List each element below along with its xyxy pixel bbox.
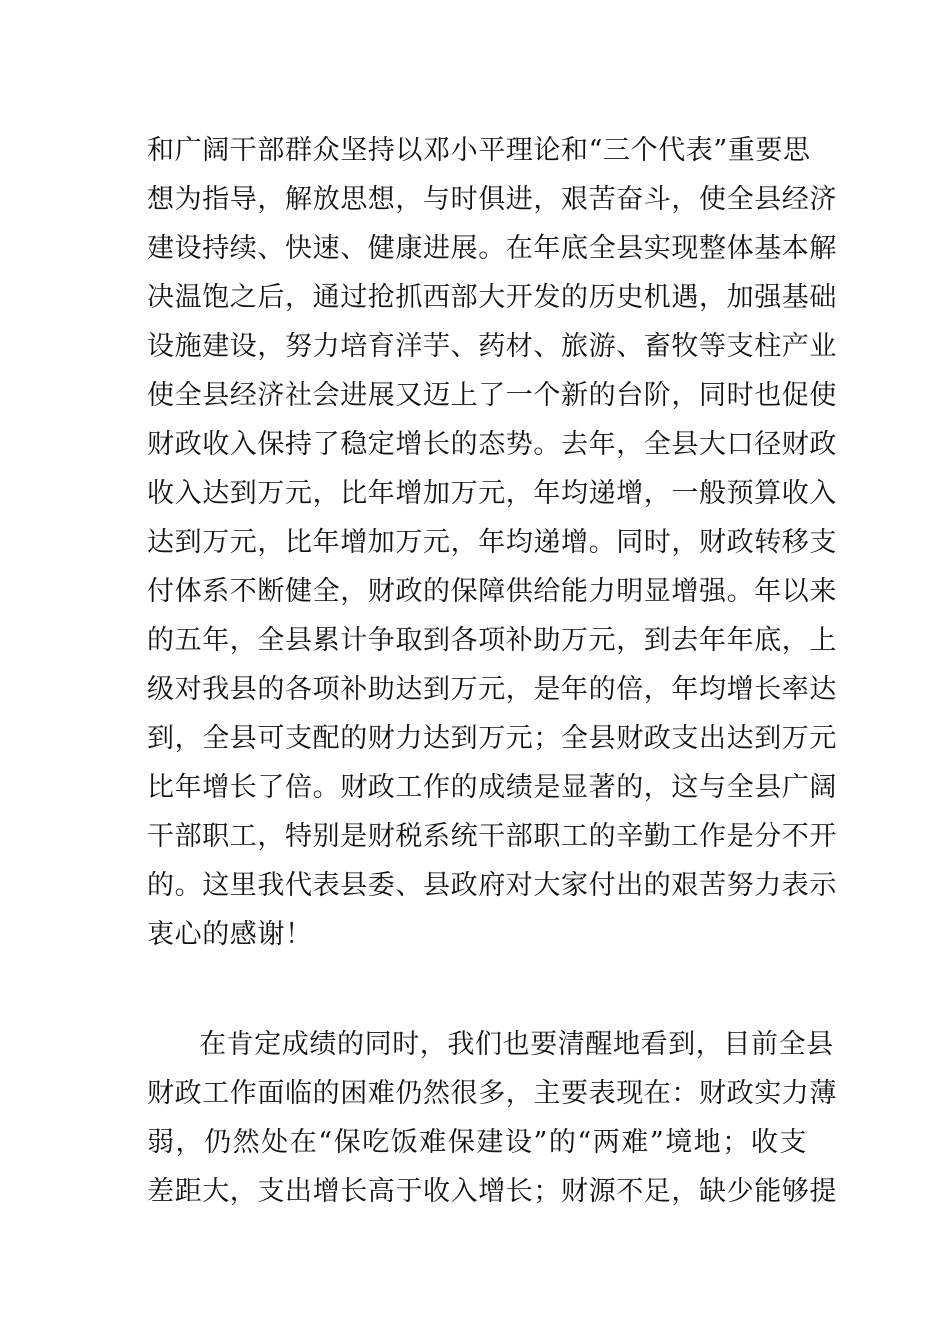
text-line: 比年增长了倍。财政工作的成绩是显著的，这与全县广阔 [147, 772, 837, 803]
text-line: 弱，仍然处在“保吃饭难保建设”的“两难”境地；收支 [147, 1127, 807, 1158]
text-line: 决温饱之后，通过抢抓西部大开发的历史机遇，加强基础 [147, 282, 837, 313]
text-line: 级对我县的各项补助达到万元，是年的倍，年均增长率达 [147, 674, 837, 705]
text-line: 和广阔干部群众坚持以邓小平理论和“三个代表”重要思 [147, 135, 811, 166]
text-line: 财政收入保持了稳定增长的态势。去年，全县大口径财政 [147, 429, 837, 460]
text-line: 想为指导，解放思想，与时俱进，艰苦奋斗，使全县经济 [147, 184, 837, 215]
text-line: 使全县经济社会进展又迈上了一个新的台阶，同时也促使 [147, 380, 837, 411]
text-line: 干部职工，特别是财税系统干部职工的辛勤工作是分不开 [147, 821, 837, 852]
text-line: 建设持续、快速、健康进展。在年底全县实现整体基本解 [147, 233, 837, 264]
text-line: 的五年，全县累计争取到各项补助万元，到去年年底，上 [147, 625, 837, 656]
text-line: 达到万元，比年增加万元，年均递增。同时，财政转移支 [147, 527, 837, 558]
text-line: 在肯定成绩的同时，我们也要清醒地看到，目前全县 [199, 1029, 834, 1060]
text-line: 差距大，支出增长高于收入增长；财源不足，缺少能够提 [147, 1176, 837, 1207]
text-line: 付体系不断健全，财政的保障供给能力明显增强。年以来 [147, 576, 837, 607]
text-line: 收入达到万元，比年增加万元，年均递增，一般预算收入 [147, 478, 837, 509]
text-line: 财政工作面临的困难仍然很多，主要表现在：财政实力薄 [147, 1078, 837, 1109]
text-line: 的。这里我代表县委、县政府对大家付出的艰苦努力表示 [147, 870, 837, 901]
text-line: 设施建设，努力培育洋芋、药材、旅游、畜牧等支柱产业 [147, 331, 837, 362]
text-line: 到，全县可支配的财力达到万元；全县财政支出达到万元 [147, 723, 837, 754]
text-line: 衷心的感谢！ [147, 919, 313, 950]
